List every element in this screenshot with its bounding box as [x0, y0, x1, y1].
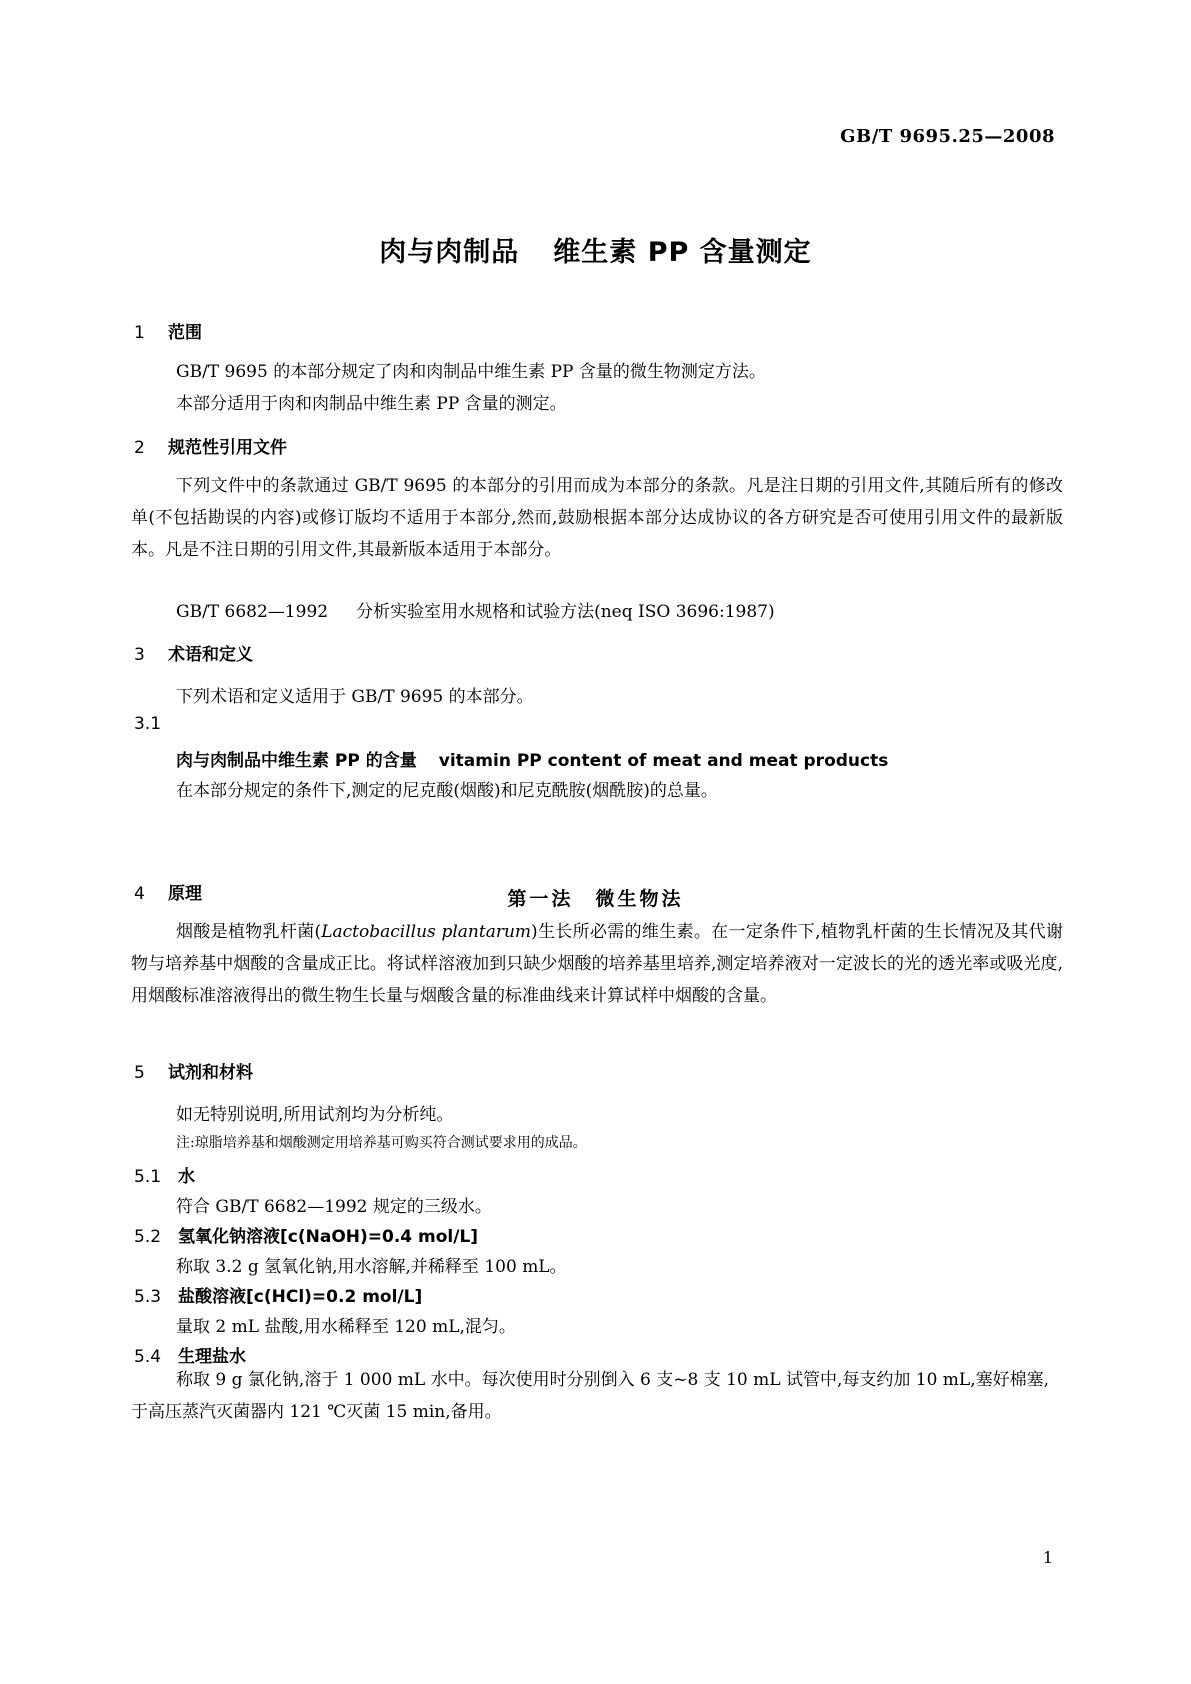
section-5-note: 注:琼脂培养基和烟酸测定用培养基可购买符合测试要求用的成品。: [176, 1135, 587, 1151]
section-4-heading: [134, 879, 202, 904]
section-2-heading: [134, 433, 287, 458]
method-name: 微生物法: [595, 888, 684, 910]
term-entry: [176, 746, 888, 771]
section-title: 术语和定义: [168, 645, 253, 665]
reference-title: 分析实验室用水规格和试验方法(neq ISO 3696:1987): [356, 602, 775, 622]
principle-text-rest: )生长所必需的维生素。在一定条件下,植物乳杆菌的生长情况及其代谢物与培养基中烟酸的含量成正比。将试样溶液加到只缺少烟酸的培养基里培养,测定培养液对一定波长的光的透光率或吸光度,用烟酸标准溶液得出的微生物生长量与烟酸含量的标准曲线来计算试样中烟酸的含量。: [131, 922, 1063, 1006]
subsection-number: 5.1: [134, 1167, 162, 1187]
section-3-paragraph: 下列术语和定义适用于 GB/T 9695 的本部分。: [176, 687, 534, 707]
section-number: 5: [134, 1063, 145, 1083]
section-number: 4: [134, 884, 145, 904]
title-part-2: 维生素 PP 含量测定: [553, 237, 812, 268]
subsection-title: 生理盐水: [178, 1347, 246, 1367]
subsection-title: 盐酸溶液[c(HCl)=0.2 mol/L]: [178, 1287, 423, 1307]
section-number: 3: [134, 645, 145, 665]
normative-reference: [176, 597, 775, 622]
subsection-5-4-text: 称取 9 g 氯化钠,溶于 1 000 mL 水中。每次使用时分别倒入 6 支~8 支 10 mL 试管中,每支约加 10 mL,塞好棉塞,于高压蒸汽灭菌器内 121 ℃灭菌 15 min,备用。: [131, 1370, 1049, 1422]
subsection-5-1-text: 符合 GB/T 6682—1992 规定的三级水。: [176, 1197, 492, 1217]
section-1-heading: [134, 318, 202, 343]
organism-latin-name: Lactobacillus plantarum: [321, 922, 532, 942]
subsection-number: 5.3: [134, 1287, 162, 1307]
term-english: vitamin PP content of meat and meat products: [438, 751, 889, 771]
page-number: 1: [1042, 1548, 1053, 1567]
section-1-paragraph-1: GB/T 9695 的本部分规定了肉和肉制品中维生素 PP 含量的微生物测定方法。: [176, 362, 766, 382]
subsection-5-2-text: 称取 3.2 g 氢氧化钠,用水溶解,并稀释至 100 mL。: [176, 1257, 567, 1277]
principle-text-start: 烟酸是植物乳杆菌(: [176, 922, 322, 942]
subsection-number: 5.4: [134, 1347, 162, 1367]
section-2-paragraph: 下列文件中的条款通过 GB/T 9695 的本部分的引用而成为本部分的条款。凡是注日期的引用文件,其随后所有的修改单(不包括勘误的内容)或修订版均不适用于本部分,然而,鼓励根据本部分达成协议的各方研究是否可使用引用文件的最新版本。凡是不注日期的引用文件,其最新版本适用于本部分。: [131, 476, 1063, 560]
reference-code: GB/T 6682—1992: [176, 602, 329, 622]
title-part-1: 肉与肉制品: [379, 237, 520, 268]
section-number: 2: [134, 438, 145, 458]
section-title: 试剂和材料: [168, 1063, 253, 1083]
subsection-3-1-number: 3.1: [134, 714, 162, 734]
section-3-heading: [134, 640, 253, 665]
subsection-5-2-heading: [134, 1222, 478, 1247]
method-number: 第一法: [507, 888, 574, 910]
subsection-5-3-heading: [134, 1282, 422, 1307]
section-number: 1: [134, 323, 145, 343]
subsection-number: 5.2: [134, 1227, 162, 1247]
section-1-paragraph-2: 本部分适用于肉和肉制品中维生素 PP 含量的测定。: [176, 394, 567, 414]
section-5-heading: [134, 1058, 253, 1083]
subsection-title: 氢氧化钠溶液[c(NaOH)=0.4 mol/L]: [178, 1227, 479, 1247]
subsection-5-1-heading: [134, 1162, 195, 1187]
section-title: 原理: [168, 884, 202, 904]
standard-code: GB/T 9695.25—2008: [840, 126, 1055, 147]
section-title: 规范性引用文件: [168, 438, 287, 458]
term-chinese: 肉与肉制品中维生素 PP 的含量: [176, 751, 417, 771]
document-title: [0, 230, 1191, 269]
section-5-paragraph: 如无特别说明,所用试剂均为分析纯。: [176, 1105, 454, 1125]
section-4-paragraph: [131, 916, 1063, 1012]
term-definition: 在本部分规定的条件下,测定的尼克酸(烟酸)和尼克酰胺(烟酰胺)的总量。: [176, 781, 718, 801]
subsection-title: 水: [178, 1167, 195, 1187]
section-title: 范围: [168, 323, 202, 343]
subsection-5-3-text: 量取 2 mL 盐酸,用水稀释至 120 mL,混匀。: [176, 1317, 516, 1337]
